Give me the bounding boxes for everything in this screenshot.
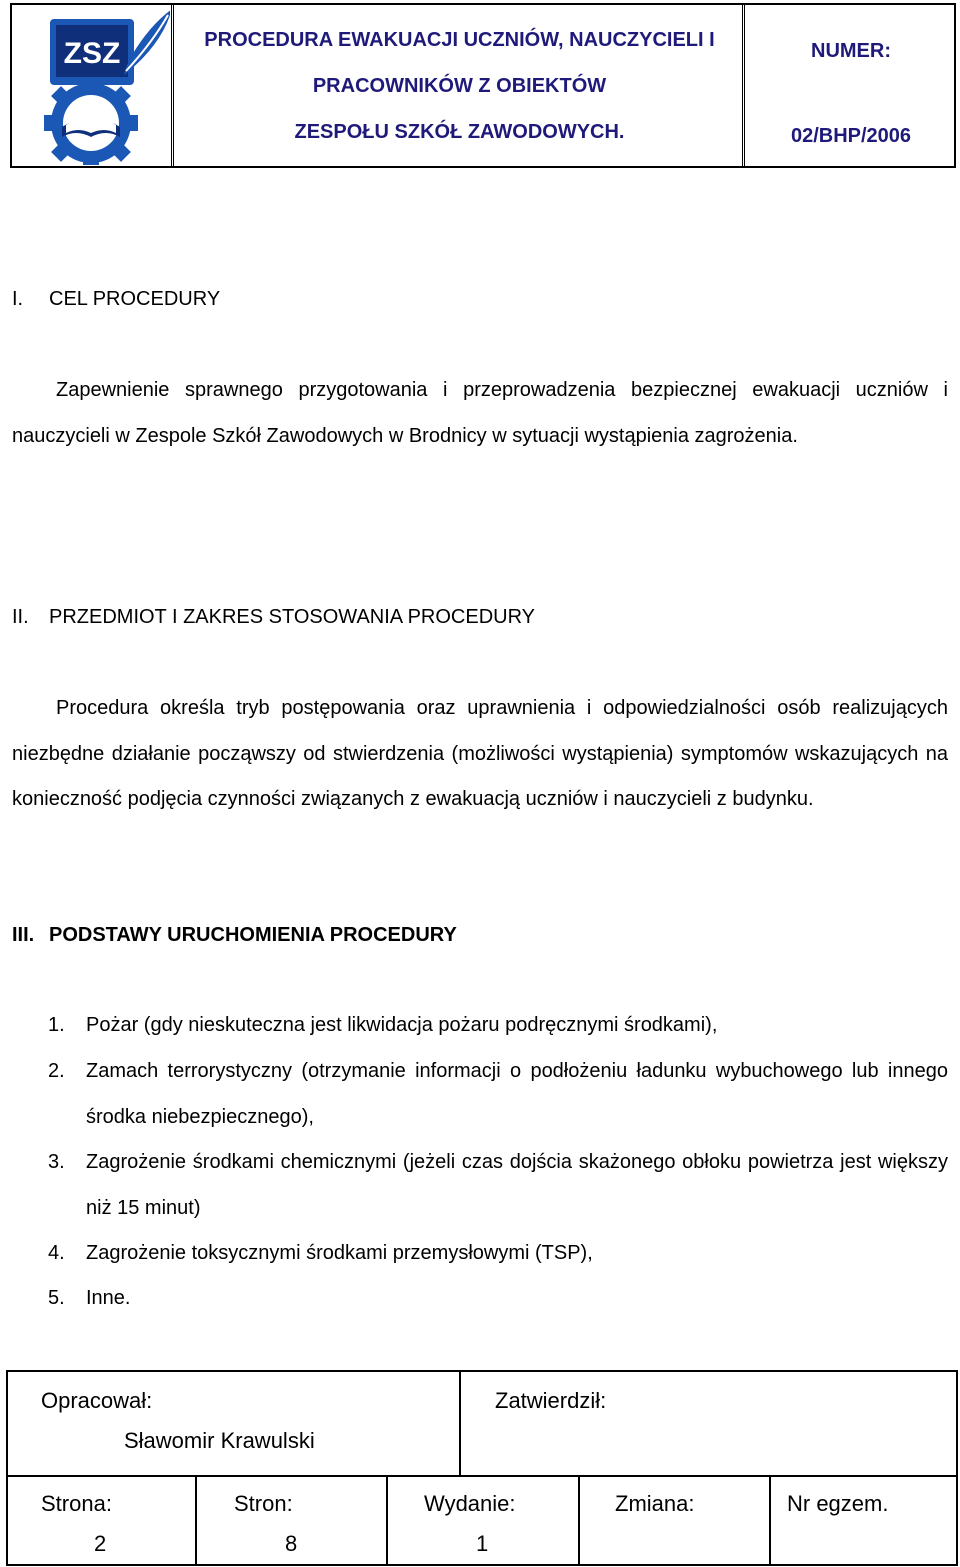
page-cell — [8, 1477, 195, 1564]
list-item-text: Zagrożenie środkami chemicznymi (jeżeli czas dojścia skażonego obłoku powietrza jest większy niż 15 minut) — [86, 1151, 948, 1219]
document-title-line-2: PRACOWNIKÓW Z OBIEKTÓW — [312, 74, 607, 97]
section-1-title: CEL PROCEDURY — [49, 288, 221, 310]
list-item — [48, 1049, 948, 1140]
edition-label: Wydanie: — [424, 1491, 516, 1516]
section-1-heading — [12, 288, 220, 311]
change-cell — [578, 1477, 769, 1564]
number-label: NUMER: — [811, 40, 891, 62]
logo-lettering: ZSZ — [63, 37, 121, 70]
section-2-number: II. — [12, 606, 29, 628]
list-item — [48, 1276, 948, 1322]
document-title-line-1: PROCEDURA EWAKUACJI UCZNIÓW, NAUCZYCIELI I — [204, 28, 715, 51]
page-label: Strona: — [41, 1491, 112, 1516]
approved-by-cell — [459, 1372, 956, 1475]
list-item-number: 2. — [48, 1060, 65, 1082]
list-item-text: Zagrożenie toksycznymi środkami przemysłowymi (TSP), — [86, 1242, 593, 1264]
list-item-text: Zamach terrorystyczny (otrzymanie informacji o podłożeniu ładunku wybuchowego lub innego środka niebezpiecznego), — [86, 1060, 948, 1128]
number-value: 02/BHP/2006 — [790, 125, 912, 147]
list-item — [48, 1231, 948, 1277]
list-item-number: 5. — [48, 1287, 65, 1309]
edition-value: 1 — [476, 1531, 489, 1556]
footer-meta-row — [8, 1477, 956, 1564]
copy-number-label: Nr egzem. — [787, 1491, 889, 1516]
section-3-title: PODSTAWY URUCHOMIENIA PROCEDURY — [49, 924, 457, 946]
section-1-number: I. — [12, 288, 24, 310]
footer-signature-row — [8, 1372, 956, 1477]
list-item-number: 4. — [48, 1242, 65, 1264]
section-2-paragraph: Procedura określa tryb postępowania oraz uprawnienia i odpowiedzialności osób realizujących niezbędne działanie począwszy od stwierdzenia (możliwości wystąpienia) symptomów wskazujących na konieczność podjęcia czynności związanych z ewakuacją uczniów i nauczycieli z budynku. — [12, 697, 948, 810]
pages-value: 8 — [285, 1531, 298, 1556]
list-item-text: Inne. — [86, 1287, 131, 1309]
number-cell — [748, 5, 954, 166]
document-footer — [6, 1370, 958, 1566]
logo-cell — [12, 5, 174, 166]
section-3-number: III. — [12, 924, 35, 946]
list-item-number: 1. — [48, 1014, 65, 1036]
section-2-heading — [12, 606, 535, 629]
section-2-title: PRZEDMIOT I ZAKRES STOSOWANIA PROCEDURY — [49, 606, 536, 628]
prepared-by-label: Opracował: — [41, 1388, 153, 1413]
list-item-number: 3. — [48, 1151, 65, 1173]
prepared-by-name: Sławomir Krawulski — [124, 1428, 315, 1453]
document-header — [10, 3, 956, 168]
document-title-line-3: ZESPOŁU SZKÓŁ ZAWODOWYCH. — [294, 120, 625, 143]
school-logo — [12, 5, 170, 166]
change-label: Zmiana: — [615, 1491, 695, 1516]
prepared-by-cell — [8, 1372, 459, 1475]
edition-cell — [386, 1477, 578, 1564]
pages-label: Stron: — [234, 1491, 293, 1516]
section-1-paragraph: Zapewnienie sprawnego przygotowania i przeprowadzenia bezpiecznej ewakuacji uczniów i nauczycieli w Zespole Szkół Zawodowych w Brodnicy w sytuacji wystąpienia zagrożenia. — [12, 379, 948, 447]
section-3-heading — [12, 924, 457, 947]
approved-by-label: Zatwierdził: — [495, 1388, 607, 1413]
title-cell — [177, 5, 745, 166]
page-value: 2 — [94, 1531, 107, 1556]
list-item-text: Pożar (gdy nieskuteczna jest likwidacja pożaru podręcznymi środkami), — [86, 1014, 718, 1036]
list-item — [48, 1003, 948, 1049]
pages-cell — [195, 1477, 386, 1564]
list-item — [48, 1140, 948, 1231]
copy-number-cell — [769, 1477, 956, 1564]
